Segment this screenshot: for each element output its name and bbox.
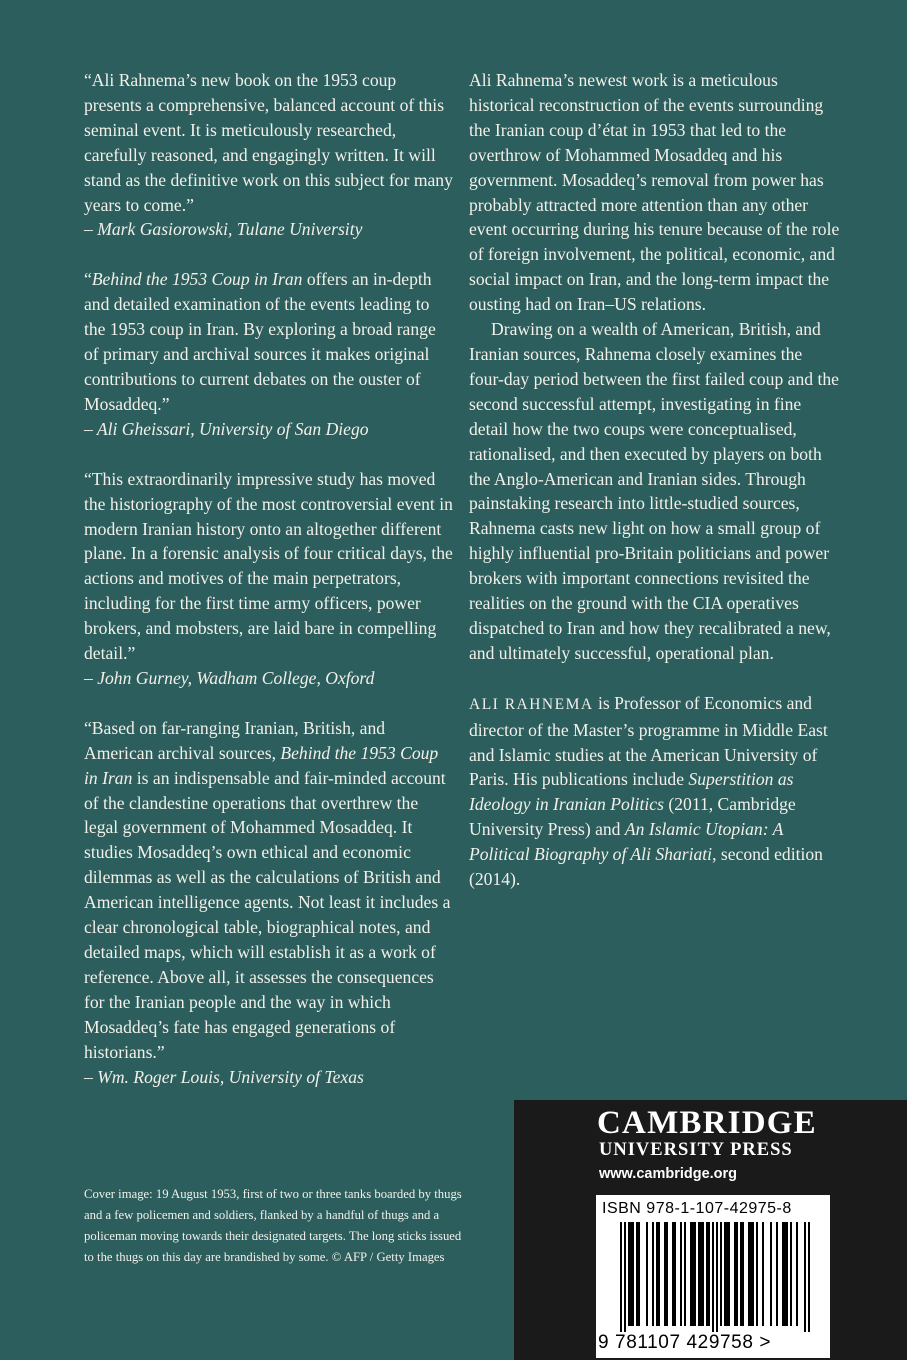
barcode-bar — [692, 1222, 694, 1326]
barcode-bar — [674, 1222, 676, 1326]
barcode-bar — [706, 1222, 708, 1326]
barcode-bar — [782, 1222, 784, 1326]
quote-text-part: “ — [84, 269, 92, 290]
barcode-bar — [786, 1222, 788, 1326]
barcode-bar — [690, 1222, 692, 1326]
barcode-bar — [770, 1222, 772, 1326]
bio-book-2: An Islamic Utopian: A Political Biography of Ali Shariati — [469, 819, 784, 865]
cover-image-credit: Cover image: 19 August 1953, first of two or three tanks boarded by thugs and a few policemen and soldiers, flanked by a handful of thugs and a policeman moving towards their designated targets. The long sticks issued to the thugs on this day are brandished by some. © AFP / Getty Images — [84, 1187, 462, 1264]
bio-text-2: (2011, Cambridge University Press) and — [469, 794, 796, 840]
barcode-bar — [756, 1222, 758, 1326]
quote-text-part: “Ali Rahnema’s new book on the 1953 coup presents a comprehensive, balanced account of this seminal event. It is meticulously researched, carefully reasoned, and engagingly written. It will stand as the definitive work on this subject for many years to come.” — [84, 70, 453, 215]
barcode-bar — [672, 1222, 674, 1326]
barcode-bar — [708, 1222, 710, 1326]
bio-book-1: Superstition as Ideology in Iranian Politics — [469, 769, 794, 815]
barcode-bar — [790, 1222, 792, 1326]
barcode-bar — [680, 1222, 682, 1326]
publisher-name: CAMBRIDGE — [597, 1105, 817, 1141]
barcode-bar — [726, 1222, 728, 1326]
isbn-label: ISBN 978-1-107-42975-8 — [602, 1200, 792, 1217]
quote-text-part: offers an in-depth and detailed examination of the events leading to the 1953 coup in Iran. By exploring a broad range of primary and archival sources it makes original contributions to current debates on the ouster of Mosaddeq.” — [84, 269, 436, 414]
barcode-bar — [702, 1222, 704, 1326]
barcode-bar — [684, 1222, 686, 1326]
barcode-bar — [752, 1222, 754, 1326]
barcode-bar — [638, 1222, 640, 1326]
quote-text-part: “Based on far-ranging Iranian, British, and American archival sources, — [84, 717, 386, 763]
barcode-bar — [734, 1222, 736, 1326]
barcode-bar — [736, 1222, 738, 1326]
barcode-bar — [624, 1222, 626, 1332]
endorsement-quote — [84, 68, 454, 242]
quote-attribution: – Ali Gheissari, University of San Diego — [84, 418, 369, 439]
barcode-bar — [804, 1222, 806, 1332]
barcode-bar — [664, 1222, 666, 1326]
barcode-bar — [620, 1222, 622, 1332]
author-bio — [469, 691, 841, 892]
quote-text-part: “This extraordinarily impressive study has moved the historiography of the most controversial event in modern Iranian history onto an altogether different plane. In a forensic analysis of four critical days, the actions and motives of the main perpetrators, including for the first time army officers, power brokers, and mobsters, are laid bare in compelling detail.” — [84, 468, 453, 664]
endorsement-quote — [84, 467, 454, 691]
barcode-bar — [724, 1222, 726, 1326]
barcode-bar — [658, 1222, 660, 1326]
isbn-barcode-box — [596, 1195, 830, 1358]
bio-text-1: is Professor of Economics and director of the Master’s programme in Middle East and Islamic studies at the American University of Paris. His publications include — [469, 692, 828, 790]
barcode-bar — [762, 1222, 764, 1326]
publisher-press: UNIVERSITY PRESS — [599, 1140, 793, 1160]
author-name: ALI RAHNEMA — [469, 695, 594, 713]
publisher-imprint-panel — [514, 1100, 907, 1360]
barcode-bar — [740, 1222, 742, 1326]
endorsement-quote — [84, 716, 454, 1090]
description-paragraph-2: Drawing on a wealth of American, British, and Iranian sources, Rahnema closely examines the four-day period between the first failed coup and the second successful attempt, investigating in fine detail how the two coups were conceptualised, rationalised, and then executed by players on both the Anglo-American and Iranian sides. Through painstaking research into little-studied sources, Rahnema casts new light on how a small group of highly influential pro-Britain politicians and power brokers with important connections revisited the realities on the ground with the CIA operatives dispatched to Iran and how they recalibrated a new, and ultimately successful, operational plan. — [469, 319, 839, 663]
barcode-bar — [700, 1222, 702, 1326]
barcode-bar — [666, 1222, 668, 1326]
barcode-bar — [694, 1222, 696, 1326]
barcode-bar — [728, 1222, 730, 1326]
barcode-bar — [636, 1222, 638, 1326]
quote-text — [84, 467, 454, 666]
barcode-bar — [742, 1222, 744, 1326]
book-description — [469, 68, 841, 666]
barcode-bar — [712, 1222, 714, 1332]
barcode-bar — [716, 1222, 718, 1332]
barcode-bar — [698, 1222, 700, 1326]
quote-text — [84, 68, 454, 217]
barcode-bar — [720, 1222, 722, 1326]
description-paragraph-1: Ali Rahnema’s newest work is a meticulous historical reconstruction of the events surrounding the Iranian coup d’état in 1953 that led to the overthrow of Mohammed Mosaddeq and his government. Mosaddeq’s removal from power has probably attracted more attention than any other event occurring during his tenure because of the role of foreign involvement, the political, economic, and social impact on Iran, and the long-term impact the ousting had on Iran–US relations. — [469, 70, 840, 315]
quote-text — [84, 716, 454, 1065]
bio-text-3: , second edition (2014). — [469, 844, 823, 890]
barcode-bar — [750, 1222, 752, 1326]
quote-attribution: – Mark Gasiorowski, Tulane University — [84, 219, 363, 240]
quote-text-part: is an indispensable and fair-minded account of the clandestine operations that overthrew the legal government of Mohammed Mosaddeq. It studies Mosaddeq’s own ethical and economic dilemmas as well as the calculations of British and American intelligence agents. Not least it includes a clear chronological table, biographical notes, and detailed maps, which will establish it as a work of reference. Above all, it assesses the consequences for the Iranian people and the way in which Mosaddeq’s fate has engaged generations of historians.” — [84, 767, 451, 1062]
barcode-digits: 9 781107 429758 > — [598, 1332, 772, 1353]
quote-book-title: Behind the 1953 Coup in Iran — [84, 742, 439, 788]
barcode-bar — [630, 1222, 632, 1326]
endorsements-column — [84, 68, 454, 1114]
quote-attribution: – Wm. Roger Louis, University of Texas — [84, 1066, 364, 1087]
publisher-url: www.cambridge.org — [599, 1166, 738, 1182]
quote-attribution: – John Gurney, Wadham College, Oxford — [84, 667, 375, 688]
barcode-bar — [628, 1222, 630, 1326]
barcode-bar — [652, 1222, 654, 1326]
barcode-bar — [656, 1222, 658, 1326]
barcode-bar — [776, 1222, 778, 1326]
barcode-bar — [808, 1222, 810, 1332]
barcode-bar — [646, 1222, 648, 1326]
endorsement-quote — [84, 267, 454, 441]
barcode-bar — [796, 1222, 798, 1326]
quote-book-title: Behind the 1953 Coup in Iran — [91, 269, 303, 290]
description-column — [469, 68, 841, 910]
barcode-bar — [784, 1222, 786, 1326]
barcode-bar — [632, 1222, 634, 1326]
barcode-image — [596, 1222, 830, 1332]
quote-text — [84, 267, 454, 416]
barcode-bar — [748, 1222, 750, 1326]
